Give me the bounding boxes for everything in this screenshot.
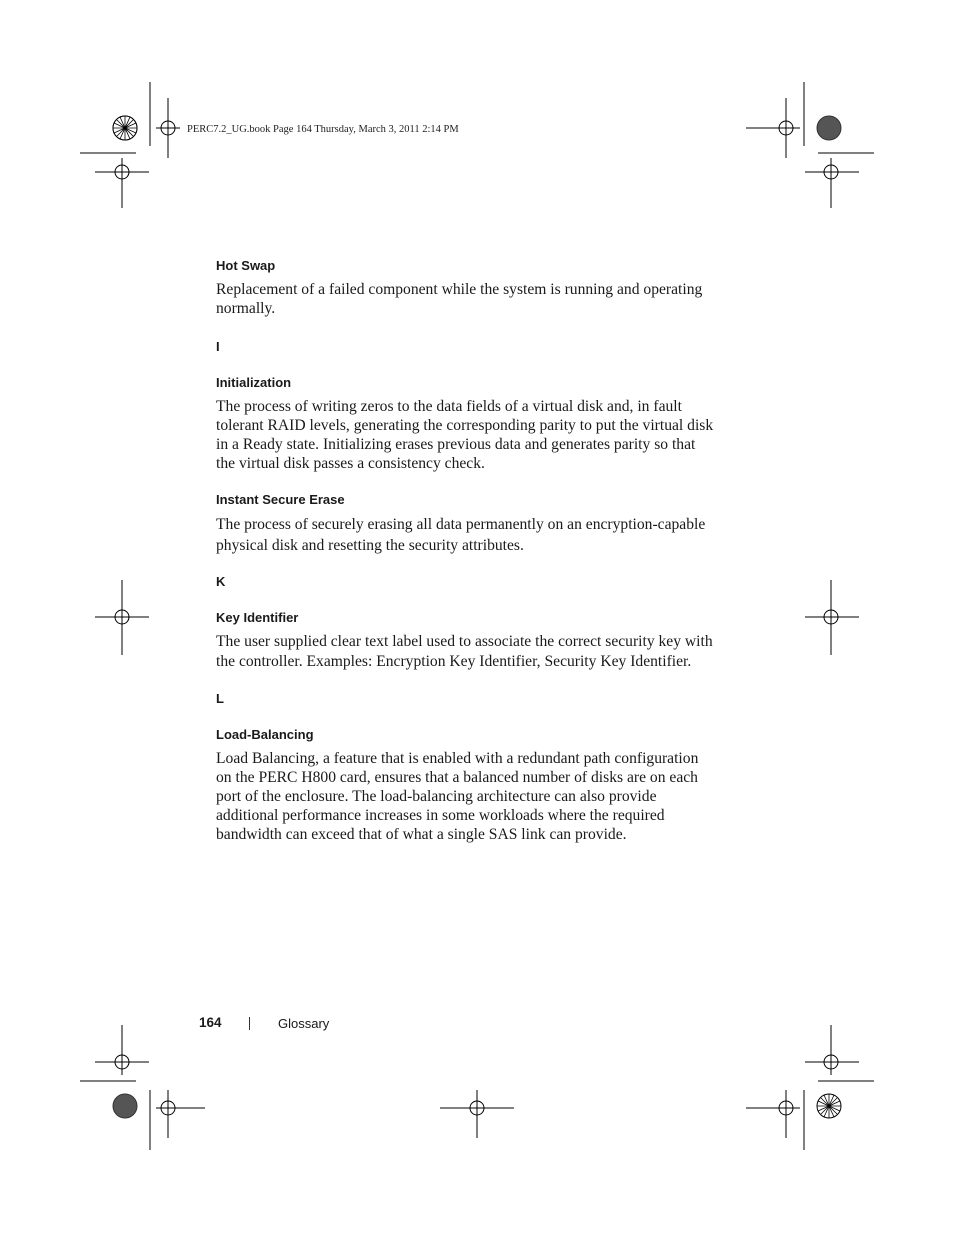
- term-heading: Load-Balancing: [216, 727, 314, 742]
- term-heading: Key Identifier: [216, 610, 299, 625]
- term-heading: Instant Secure Erase: [216, 492, 345, 507]
- term-definition: The process of writing zeros to the data fields of a virtual disk and, in fault tolerant RAID levels, generating the corresponding parity to put the virtual disk in a Ready state. Initializing erases previous data and generates parity so that the virtual disk passes a consistency check.: [216, 398, 714, 472]
- term-heading: Hot Swap: [216, 258, 276, 273]
- letter-heading: K: [216, 574, 226, 589]
- glossary-content: [216, 258, 716, 844]
- letter-heading: L: [216, 691, 224, 706]
- term-definition: The user supplied clear text label used to associate the correct security key with the controller. Examples: Encryption Key Identifier, Security Key Identifier.: [216, 633, 713, 670]
- term-heading: Initialization: [216, 375, 292, 390]
- term-definition: The process of securely erasing all data permanently on an encryption-capable physical disk and resetting the security attributes.: [216, 516, 706, 554]
- page-number: 164: [199, 1015, 222, 1030]
- term-definition: Load Balancing, a feature that is enabled with a redundant path configuration on the PERC H800 card, ensures that a balanced number of disks are on each port of the enclosure. The load-balancing architecture can also provide additional performance increases in some workloads where the required bandwidth can exceed that of what a single SAS link can provide.: [216, 750, 699, 843]
- footer-divider: [249, 1017, 250, 1030]
- letter-heading: I: [216, 339, 220, 354]
- footer-section-title: Glossary: [278, 1016, 330, 1031]
- print-slug: PERC7.2_UG.book Page 164 Thursday, March 3, 2011 2:14 PM: [187, 124, 459, 135]
- term-definition: Replacement of a failed component while the system is running and operating normally.: [216, 281, 703, 317]
